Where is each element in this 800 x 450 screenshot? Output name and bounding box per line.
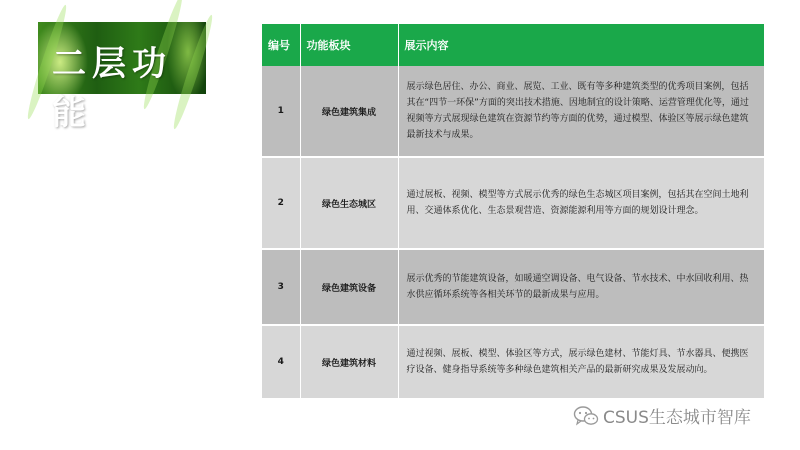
row-module-name: 绿色建筑设备 — [300, 249, 398, 325]
wechat-icon — [573, 405, 599, 427]
page-title: 二层功能 — [52, 44, 172, 133]
row-module-name: 绿色建筑集成 — [300, 66, 398, 157]
row-content: 展示优秀的节能建筑设备，如暖通空调设备、电气设备、节水技术、中水回收利用、热水供应循环系统等各相关环节的最新成果与应用。 — [398, 249, 764, 325]
row-number: 4 — [262, 325, 300, 399]
table-row — [262, 66, 764, 157]
header-module: 功能板块 — [300, 24, 398, 66]
table-row — [262, 249, 764, 325]
watermark-text: CSUS生态城市智库 — [603, 408, 751, 428]
row-number: 2 — [262, 157, 300, 249]
watermark — [573, 403, 751, 428]
row-content: 通过视频、展板、模型、体验区等方式，展示绿色建材、节能灯具、节水器具、便携医疗设备、健身指导系统等多种绿色建筑相关产品的最新研究成果及发展动向。 — [398, 325, 764, 399]
table-row — [262, 157, 764, 249]
header-number: 编号 — [262, 24, 300, 66]
table-row — [262, 325, 764, 399]
title-banner — [38, 22, 206, 133]
header-content: 展示内容 — [398, 24, 764, 66]
function-table — [262, 24, 764, 400]
row-number: 3 — [262, 249, 300, 325]
row-number: 1 — [262, 66, 300, 157]
table-header-row — [262, 24, 764, 66]
row-module-name: 绿色生态城区 — [300, 157, 398, 249]
row-content: 展示绿色居住、办公、商业、展览、工业、既有等多种建筑类型的优秀项目案例，包括其在“四节一环保”方面的突出技术措施、因地制宜的设计策略、运营管理优化等，通过视频等方式展现绿色建筑在资源节约等方面的优势，通过模型、体验区等展示绿色建筑最新技术与成果。 — [398, 66, 764, 157]
row-module-name: 绿色建筑材料 — [300, 325, 398, 399]
row-content: 通过展板、视频、模型等方式展示优秀的绿色生态城区项目案例，包括其在空间土地利用、交通体系优化、生态景观营造、资源能源利用等方面的规划设计理念。 — [398, 157, 764, 249]
